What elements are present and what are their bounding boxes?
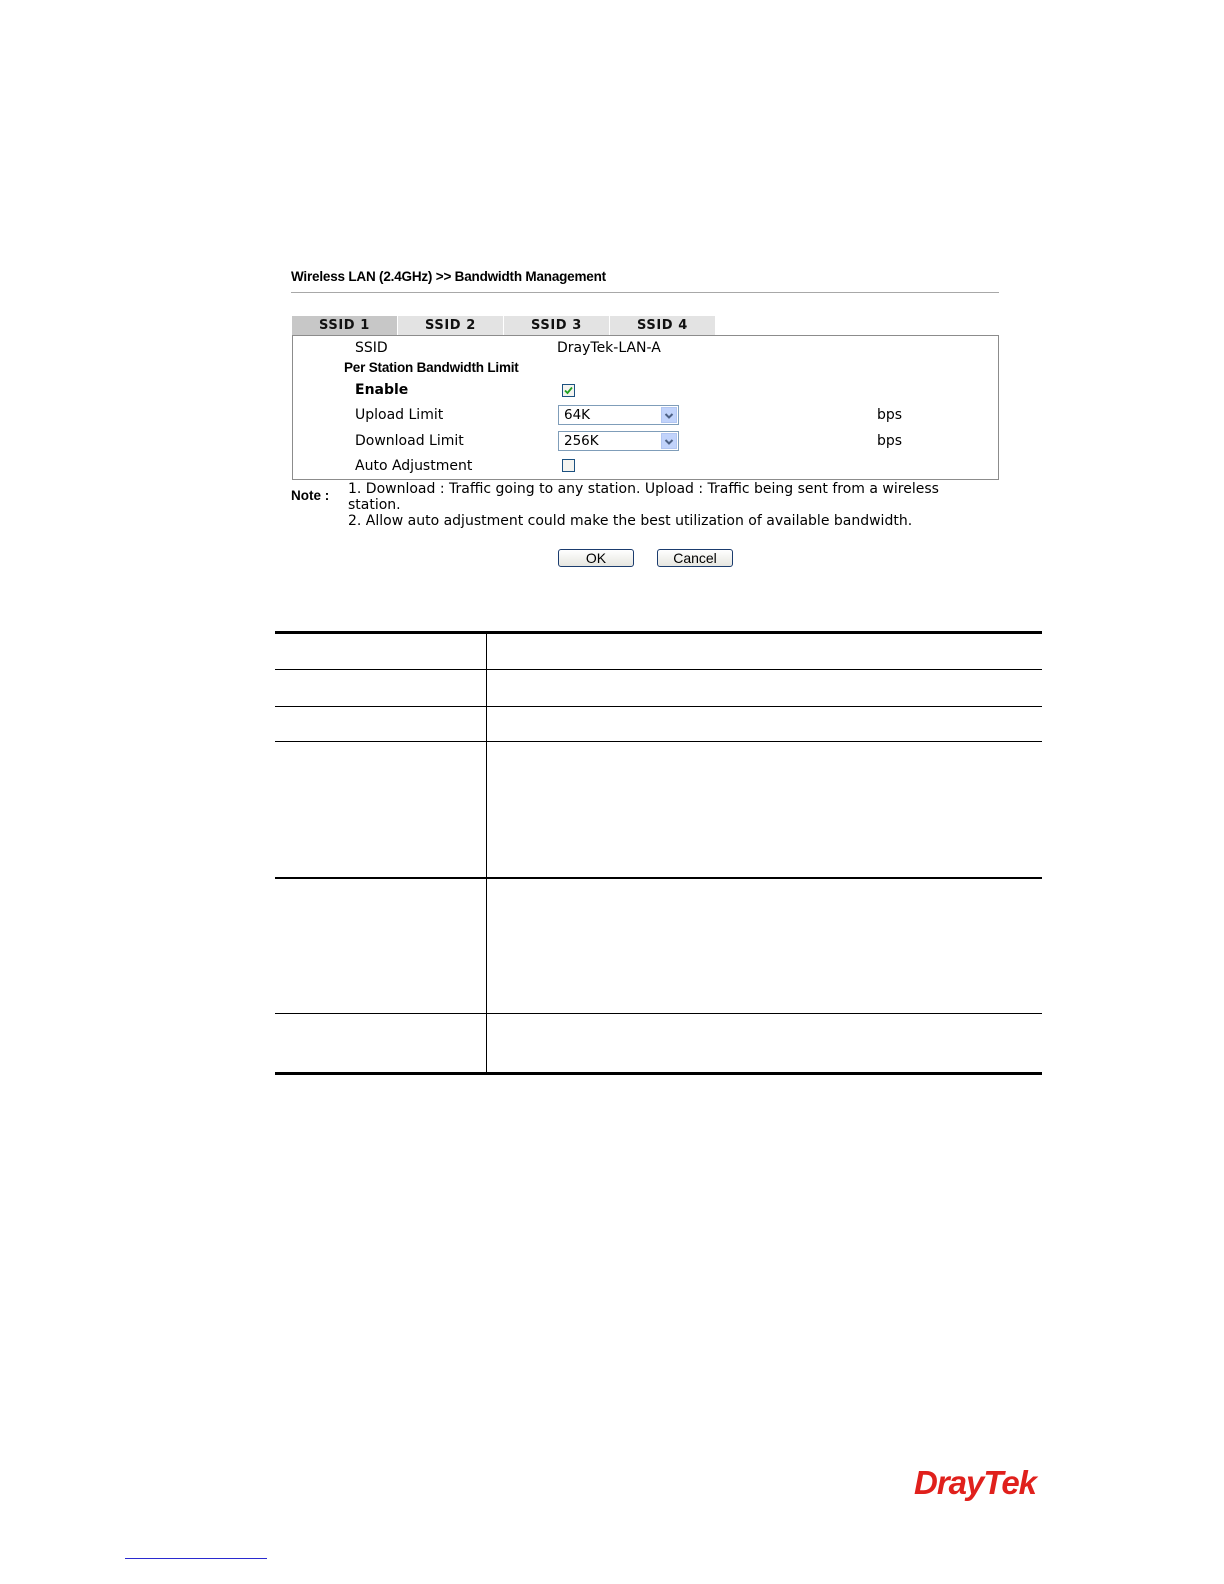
auto-adjustment-checkbox[interactable] (562, 459, 575, 472)
tab-ssid-1[interactable]: SSID 1 (292, 316, 398, 335)
ssid-tabs (292, 316, 716, 335)
tab-ssid-4[interactable]: SSID 4 (610, 316, 716, 335)
tab-ssid-3[interactable]: SSID 3 (504, 316, 610, 335)
table-row-divider (275, 877, 1042, 879)
download-unit: bps (877, 433, 903, 449)
upload-unit: bps (877, 407, 903, 423)
page-title: Wireless LAN (2.4GHz) >> Bandwidth Management (291, 269, 606, 284)
table-bottom-rule (275, 1072, 1042, 1075)
title-divider (291, 292, 999, 293)
table-row-divider (275, 669, 1042, 670)
tab-ssid-2[interactable]: SSID 2 (398, 316, 504, 335)
upload-limit-label: Upload Limit (355, 407, 444, 423)
cancel-button[interactable]: Cancel (657, 549, 733, 567)
download-limit-label: Download Limit (355, 433, 464, 449)
table-row-divider (275, 1013, 1042, 1014)
chevron-down-icon (661, 407, 677, 423)
chevron-down-icon (661, 433, 677, 449)
ok-button[interactable]: OK (558, 549, 634, 567)
footer-link-underline[interactable] (125, 1558, 267, 1559)
description-table (275, 631, 1042, 1075)
upload-limit-value: 64K (564, 407, 591, 423)
ssid-value: DrayTek-LAN-A (557, 340, 661, 356)
table-row-divider (275, 706, 1042, 707)
bandwidth-settings-panel (292, 335, 999, 480)
note-line-1: 1. Download : Traffic going to any station. Upload : Traffic being sent from a wireless station. (348, 481, 939, 513)
per-station-limit-heading: Per Station Bandwidth Limit (344, 360, 519, 375)
note-text (348, 481, 988, 529)
table-top-rule (275, 631, 1042, 634)
note-label: Note : (291, 488, 330, 503)
ssid-label: SSID (355, 340, 388, 356)
auto-adjustment-label: Auto Adjustment (355, 458, 473, 474)
enable-label: Enable (355, 382, 409, 398)
svg-text:DrayTek: DrayTek (914, 1464, 1037, 1501)
note-line-2: 2. Allow auto adjustment could make the best utilization of available bandwidth. (348, 513, 913, 529)
download-limit-value: 256K (564, 433, 599, 449)
download-limit-select[interactable] (558, 431, 679, 451)
check-icon (563, 385, 574, 396)
upload-limit-select[interactable] (558, 405, 679, 425)
table-column-divider (486, 631, 487, 1075)
enable-checkbox[interactable] (562, 384, 575, 397)
table-row-divider (275, 741, 1042, 742)
draytek-logo (913, 1463, 1044, 1503)
